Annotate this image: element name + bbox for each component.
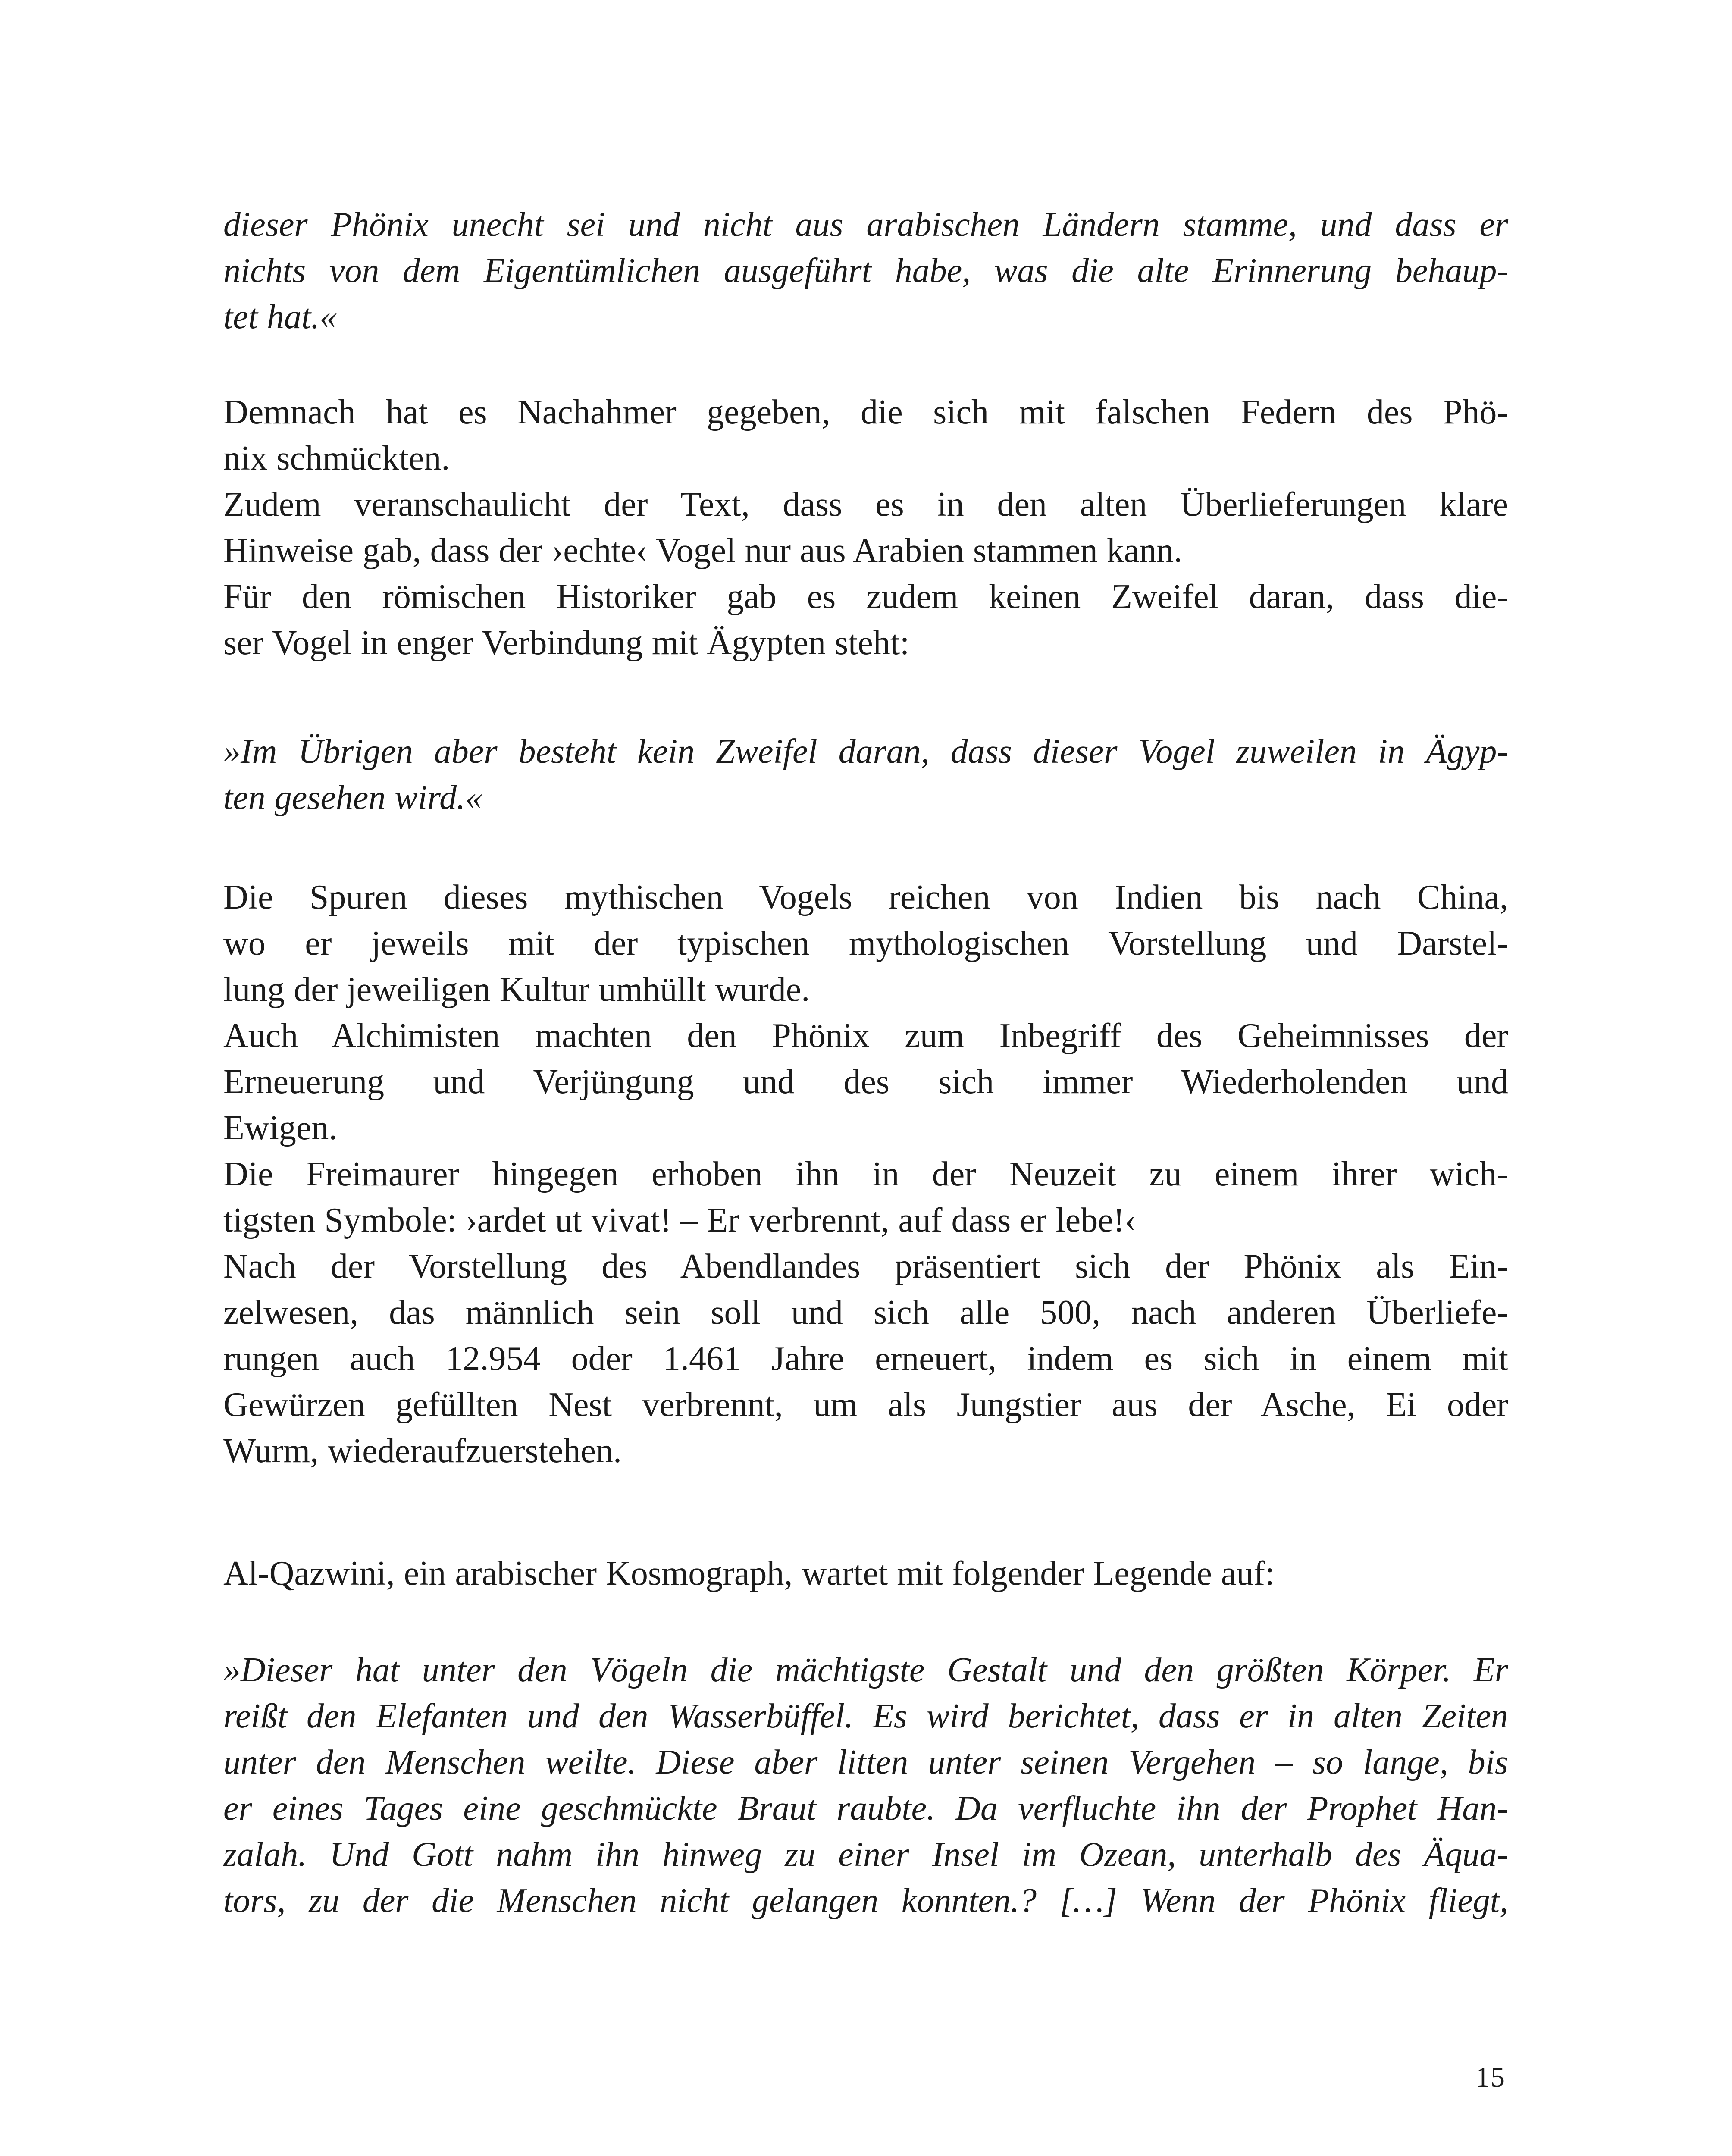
quote-line: dieser Phönix unecht sei und nicht aus arabischen Ländern stamme, und dass er <box>223 206 1508 244</box>
paragraph-line: Ewigen. <box>223 1109 338 1147</box>
paragraph-line: Die Spuren dieses mythischen Vogels reichen von Indien bis nach China, <box>223 878 1508 916</box>
paragraph-line: Nach der Vorstellung des Abendlandes präsentiert sich der Phönix als Ein- <box>223 1247 1508 1285</box>
paragraph-line: Die Freimaurer hingegen erhoben ihn in der Neuzeit zu einem ihrer wich- <box>223 1155 1508 1193</box>
quote-line: »Im Übrigen aber besteht kein Zweifel daran, dass dieser Vogel zuweilen in Ägyp- <box>223 733 1508 771</box>
paragraph-traces <box>223 874 1508 1474</box>
paragraph-line: Gewürzen gefüllten Nest verbrennt, um als Jungstier aus der Asche, Ei oder <box>223 1386 1508 1424</box>
quote-line: unter den Menschen weilte. Diese aber litten unter seinen Vergehen – so lange, bis <box>223 1743 1508 1781</box>
paragraph-line: wo er jeweils mit der typischen mythologischen Vorstellung und Darstel- <box>223 924 1508 962</box>
quote-line: er eines Tages eine geschmückte Braut raubte. Da verfluchte ihn der Prophet Han- <box>223 1789 1508 1827</box>
paragraph-line: Demnach hat es Nachahmer gegeben, die sich mit falschen Federn des Phö- <box>223 393 1508 431</box>
quote-line: ten gesehen wird.« <box>223 779 483 817</box>
paragraph-line: Für den römischen Historiker gab es zudem keinen Zweifel daran, dass die- <box>223 578 1508 616</box>
quote-block-egypt <box>223 729 1508 821</box>
quote-line: nichts von dem Eigentümlichen ausgeführt habe, was die alte Erinnerung behaup- <box>223 252 1508 290</box>
paragraph-line: Erneuerung und Verjüngung und des sich immer Wiederholenden und <box>223 1063 1508 1101</box>
paragraph-line: Al-Qazwini, ein arabischer Kosmograph, wartet mit folgender Legende auf: <box>223 1554 1275 1592</box>
page-number: 15 <box>1475 2062 1506 2093</box>
quote-block-legend <box>223 1647 1508 1924</box>
paragraph-line: nix schmückten. <box>223 439 450 477</box>
paragraph-line: rungen auch 12.954 oder 1.461 Jahre erneuert, indem es sich in einem mit <box>223 1340 1508 1378</box>
quote-line: zalah. Und Gott nahm ihn hinweg zu einer Insel im Ozean, unterhalb des Äqua- <box>223 1836 1508 1874</box>
paragraph-line: Zudem veranschaulicht der Text, dass es in den alten Überlieferungen klare <box>223 486 1508 523</box>
paragraph-imitators <box>223 389 1508 666</box>
quote-line: »Dieser hat unter den Vögeln die mächtigste Gestalt und den größten Körper. Er <box>223 1651 1508 1689</box>
paragraph-line: Auch Alchimisten machten den Phönix zum Inbegriff des Geheimnisses der <box>223 1017 1508 1055</box>
paragraph-al-qazwini <box>223 1551 1508 1597</box>
paragraph-line: ser Vogel in enger Verbindung mit Ägypten steht: <box>223 624 910 662</box>
quote-line: tet hat.« <box>223 298 337 336</box>
quote-line: tors, zu der die Menschen nicht gelangen konnten.? […] Wenn der Phönix fliegt, <box>223 1882 1508 1920</box>
paragraph-line: zelwesen, das männlich sein soll und sich alle 500, nach anderen Überliefe- <box>223 1294 1508 1332</box>
quote-line: reißt den Elefanten und den Wasserbüffel. Es wird berichtet, dass er in alten Zeiten <box>223 1697 1508 1735</box>
paragraph-line: Hinweise gab, dass der ›echte‹ Vogel nur aus Arabien stammen kann. <box>223 532 1183 570</box>
paragraph-line: tigsten Symbole: ›ardet ut vivat! – Er verbrennt, auf dass er lebe!‹ <box>223 1201 1136 1239</box>
paragraph-line: lung der jeweiligen Kultur umhüllt wurde. <box>223 971 810 1009</box>
quote-block-opening <box>223 202 1508 340</box>
paragraph-line: Wurm, wiederaufzuerstehen. <box>223 1432 622 1470</box>
